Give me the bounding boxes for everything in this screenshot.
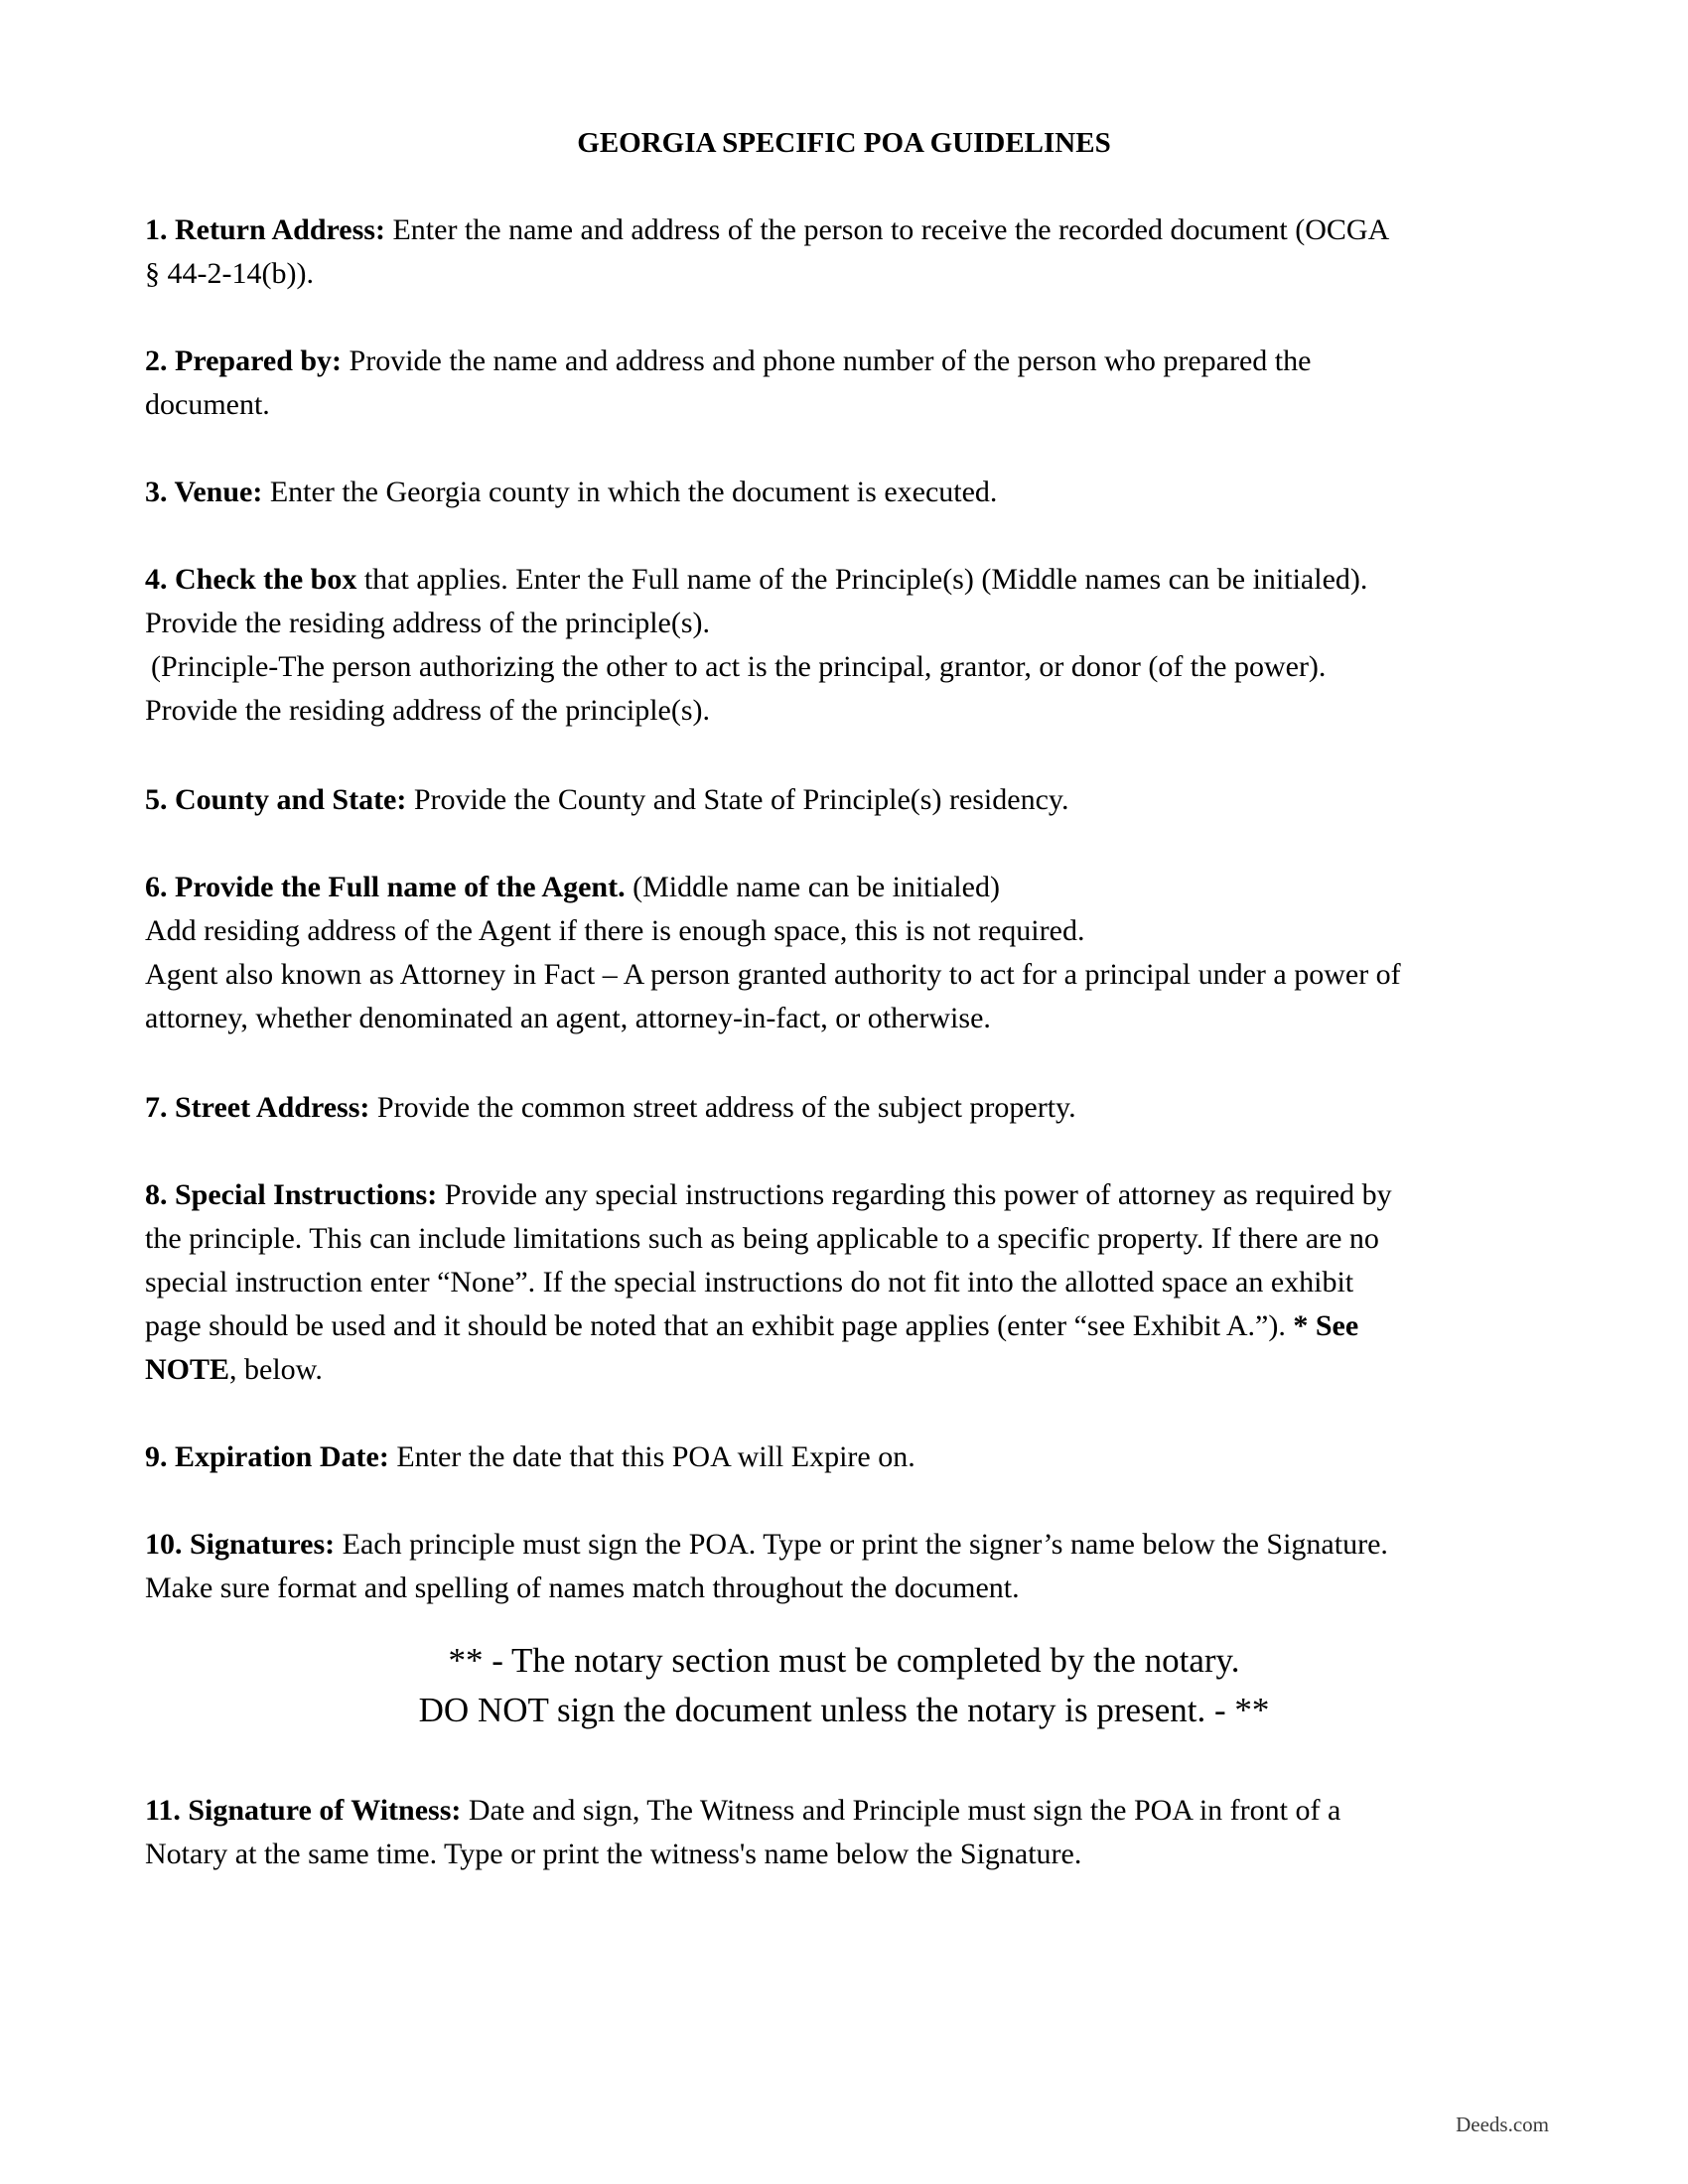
section-text: (Middle name can be initialed) [625, 871, 1000, 903]
document-title: GEORGIA SPECIFIC POA GUIDELINES [577, 127, 1111, 159]
section-text: that applies. Enter the Full name of the Principle(s) (Middle names can be initialed). [356, 563, 1368, 596]
section-text: Agent also known as Attorney in Fact – A person granted authority to act for a principal under a power of [145, 958, 1401, 991]
section-heading: 4. Check the box [145, 563, 357, 596]
section-text: Notary at the same time. Type or print the witness's name below the Signature. [145, 1838, 1082, 1870]
section-county-and-state [145, 778, 1555, 822]
section-text: special instruction enter “None”. If the special instructions do not fit into the allotted space an exhibit [145, 1266, 1354, 1298]
section-text: Provide the residing address of the principle(s). [145, 607, 711, 639]
section-venue [145, 471, 1555, 514]
section-text: attorney, whether denominated an agent, attorney-in-fact, or otherwise. [145, 1002, 991, 1034]
footer-watermark: Deeds.com [1456, 2113, 1549, 2136]
section-heading: 6. Provide the Full name of the Agent. [145, 871, 626, 903]
see-note-marker: * See [1293, 1309, 1359, 1342]
section-prepared-by [145, 340, 1555, 427]
section-text: (Principle-The person authorizing the other to act is the principal, grantor, or donor (of the power). [151, 650, 1327, 683]
section-heading: 5. County and State: [145, 783, 407, 816]
notary-notice-line: DO NOT sign the document unless the notary is present. - ** [418, 1691, 1270, 1729]
section-text: § 44-2-14(b)). [145, 257, 314, 290]
notary-notice-line: ** - The notary section must be completed by the notary. [448, 1641, 1240, 1680]
section-text: Provide the County and State of Principle(s) residency. [406, 783, 1069, 816]
section-signature-of-witness [145, 1789, 1555, 1876]
section-heading: 10. Signatures: [145, 1528, 336, 1561]
section-text: Provide the name and address and phone number of the person who prepared the [342, 344, 1312, 377]
section-text: page should be used and it should be noted that an exhibit page applies (enter “see Exhibit A.”). [145, 1309, 1294, 1342]
section-street-address [145, 1086, 1555, 1130]
section-text: the principle. This can include limitations such as being applicable to a specific property. If there are no [145, 1222, 1379, 1255]
section-text: Add residing address of the Agent if there is enough space, this is not required. [145, 914, 1085, 947]
section-heading: 8. Special Instructions: [145, 1178, 438, 1211]
section-heading: 9. Expiration Date: [145, 1440, 389, 1473]
section-text: Enter the name and address of the person to receive the recorded document (OCGA [384, 213, 1390, 246]
section-text: Provide the residing address of the principle(s). [145, 694, 711, 727]
section-return-address [145, 208, 1555, 296]
notary-notice [0, 1636, 1688, 1735]
section-heading: 7. Street Address: [145, 1091, 370, 1124]
section-signatures [145, 1523, 1555, 1610]
section-text: document. [145, 388, 270, 421]
section-heading: 2. Prepared by: [145, 344, 343, 377]
section-heading: 11. Signature of Witness: [145, 1794, 462, 1827]
section-text: , below. [229, 1353, 323, 1386]
section-check-the-box [145, 558, 1555, 733]
section-text: Make sure format and spelling of names match throughout the document. [145, 1571, 1020, 1604]
section-text: Provide any special instructions regarding this power of attorney as required by [437, 1178, 1392, 1211]
section-expiration-date [145, 1435, 1555, 1479]
section-text: Enter the date that this POA will Expire on. [388, 1440, 915, 1473]
section-heading: 3. Venue: [145, 476, 263, 508]
section-text: Each principle must sign the POA. Type or print the signer’s name below the Signature. [335, 1528, 1388, 1561]
section-agent-name [145, 866, 1555, 1040]
note-label: NOTE [145, 1353, 230, 1386]
section-text: Provide the common street address of the subject property. [369, 1091, 1076, 1124]
section-special-instructions [145, 1173, 1555, 1392]
section-heading: 1. Return Address: [145, 213, 385, 246]
section-text: Enter the Georgia county in which the document is executed. [262, 476, 998, 508]
section-text: Date and sign, The Witness and Principle must sign the POA in front of a [461, 1794, 1341, 1827]
